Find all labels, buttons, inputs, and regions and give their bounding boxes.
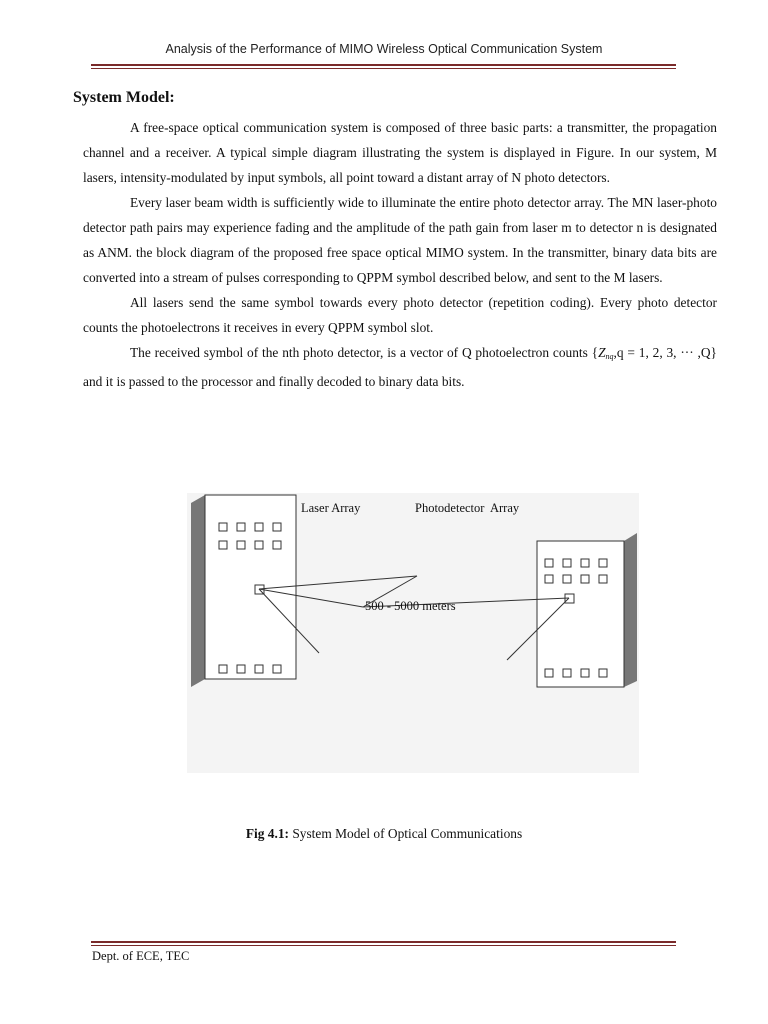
footer-dept: Dept. of ECE, TEC xyxy=(92,949,190,963)
paragraph-4-text-a: The received symbol of the nth photo detector, is a vector of Q photoelectron counts { xyxy=(130,345,599,360)
section-heading: System Model: xyxy=(73,89,175,106)
detector-panel-shadow xyxy=(624,533,637,687)
laser-panel-shadow xyxy=(191,495,205,687)
header-rule-thin xyxy=(91,68,676,69)
distance-label: 500 - 5000 meters xyxy=(365,599,456,613)
system-model-figure xyxy=(187,493,639,773)
math-z-symbol: Z xyxy=(598,345,606,360)
math-subscript: nq xyxy=(605,352,614,361)
header-rule xyxy=(91,64,676,66)
paragraph-2: Every laser beam width is sufficiently wide to illuminate the entire photo detector array. The MN laser-photo detector path pairs may experience fading and the amplitude of the path gain from laser m to detector n is designated as ANM. the block diagram of the proposed free space optical MIMO system. In the transmitter, binary data bits are converted into a stream of pulses corresponding to QPPM symbol described below, and sent to the M lasers. xyxy=(83,195,717,285)
paragraph-4-text-b: ,q = 1, 2, 3, ··· ,Q} and it is passed to the processor and finally decoded to binary data bits. xyxy=(83,345,717,389)
paragraph-3: All lasers send the same symbol towards every photo detector (repetition coding). Every photo detector counts the photoelectrons it receives in every QPPM symbol slot. xyxy=(83,295,717,335)
body-text xyxy=(83,115,717,394)
footer-rule xyxy=(91,941,676,943)
figure-caption xyxy=(0,826,768,842)
footer-rule-thin xyxy=(91,945,676,946)
figure-caption-text: System Model of Optical Communications xyxy=(288,826,523,841)
figure-number: Fig 4.1: xyxy=(245,826,289,841)
beam-lines xyxy=(259,576,569,660)
running-header: Analysis of the Performance of MIMO Wireless Optical Communication System xyxy=(165,42,603,56)
laser-array-label: Laser Array xyxy=(301,501,361,515)
system-model-diagram xyxy=(187,493,639,773)
photodetector-array-label: Photodetector Array xyxy=(415,501,520,515)
paragraph-4 xyxy=(83,340,717,394)
paragraph-1: A free-space optical communication system is composed of three basic parts: a transmitter, the propagation channel and a receiver. A typical simple diagram illustrating the system is displayed in Figure. In our system, M lasers, intensity-modulated by input symbols, all point toward a distant array of N photo detectors. xyxy=(83,120,717,185)
